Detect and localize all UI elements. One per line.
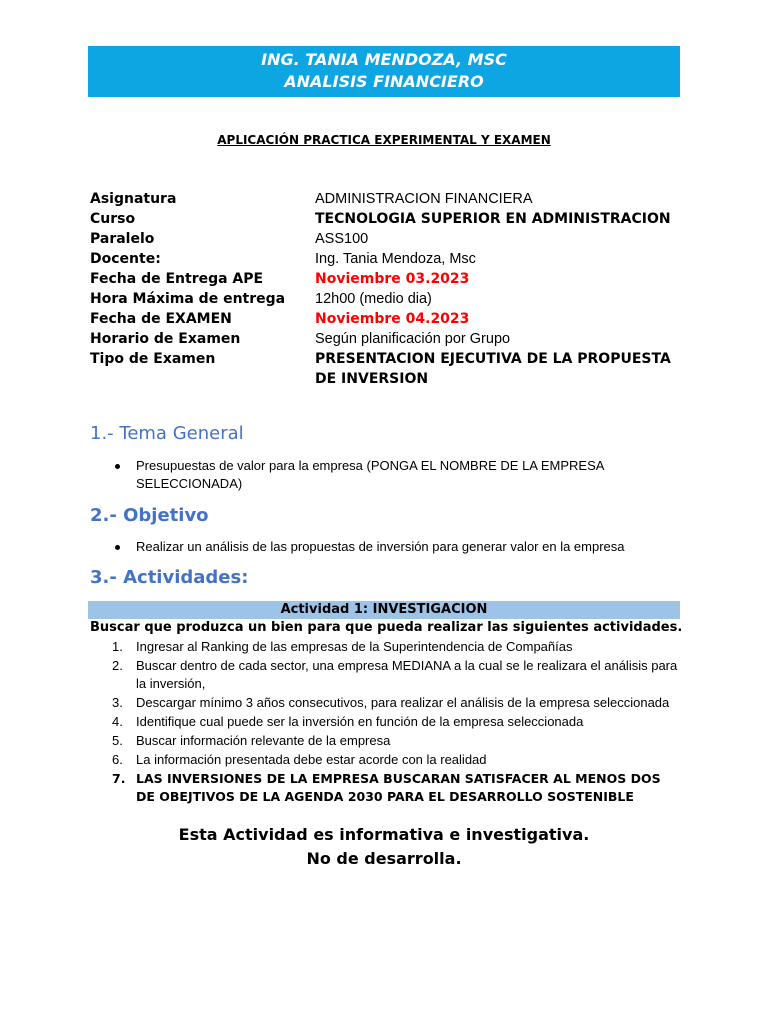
list-item-text: Presupuestas de valor para la empresa (PONGA EL NOMBRE DE LA EMPRESA SELECCIONADA) [136,458,604,491]
info-key: Tipo de Examen [90,351,216,367]
section-heading-actividades: 3.- Actividades: [90,567,249,588]
list-item [90,694,680,712]
list-item [90,638,680,656]
info-value: ASS100 [315,231,369,247]
list-item [90,732,680,750]
item-number: 3. [112,695,123,710]
info-value: PRESENTACION EJECUTIVA DE LA PROPUESTA DE INVERSION [315,351,671,387]
list-item-text: LAS INVERSIONES DE LA EMPRESA BUSCARAN SATISFACER AL MENOS DOS DE OBEJTIVOS DE LA AGENDA 2030 PARA EL DESARROLLO SOSTENIBLE [136,771,661,804]
section-heading-tema: 1.- Tema General [90,423,244,444]
list-item-text: La información presentada debe estar acorde con la realidad [136,752,487,767]
list-item [90,457,650,493]
item-number: 1. [112,639,123,654]
info-value: ADMINISTRACION FINANCIERA [315,191,533,207]
item-number: 2. [112,658,123,673]
info-row-fecha-examen [90,309,690,329]
bullet-icon [115,545,120,550]
info-key: Asignatura [90,191,177,207]
instructor-name: ING. TANIA MENDOZA, MSC [261,50,507,69]
info-row-curso [90,209,690,229]
course-name: ANALISIS FINANCIERO [284,72,484,91]
info-key: Hora Máxima de entrega [90,291,286,307]
closing-line-1: Esta Actividad es informativa e investigativa. [178,825,590,844]
info-table [90,189,690,389]
item-number: 7. [112,771,126,786]
info-row-paralelo [90,229,690,249]
objetivo-list [90,538,650,556]
info-key: Fecha de Entrega APE [90,271,264,287]
activity-title-bar: Actividad 1: INVESTIGACION [88,601,680,619]
info-value: Según planificación por Grupo [315,331,511,347]
info-value: Ing. Tania Mendoza, Msc [315,251,476,267]
list-item-text: Realizar un análisis de las propuestas de inversión para generar valor en la empresa [136,539,625,554]
list-item [90,751,680,769]
info-row-fecha-entrega [90,269,690,289]
list-item-text: Descargar mínimo 3 años consecutivos, para realizar el análisis de la empresa seleccionada [136,695,670,710]
list-item [90,713,680,731]
info-key: Paralelo [90,231,155,247]
section-heading-objetivo: 2.- Objetivo [90,505,209,526]
info-row-tipo-examen [90,349,690,389]
closing-line-2: No de desarrolla. [306,849,462,868]
info-key: Horario de Examen [90,331,241,347]
info-row-horario-examen [90,329,690,349]
list-item-text: Identifique cual puede ser la inversión en función de la empresa seleccionada [136,714,584,729]
document-subtitle: APLICACIÓN PRACTICA EXPERIMENTAL Y EXAMEN [217,133,551,147]
closing-note [0,823,768,871]
tema-list [90,457,650,493]
list-item-text: Buscar información relevante de la empresa [136,733,391,748]
list-item [90,657,680,693]
info-key: Fecha de EXAMEN [90,311,232,327]
info-key: Curso [90,211,136,227]
info-row-asignatura [90,189,690,209]
activity-list [90,638,680,807]
list-item [90,538,650,556]
list-item [90,770,680,806]
item-number: 4. [112,714,123,729]
info-row-docente [90,249,690,269]
info-row-hora-maxima [90,289,690,309]
item-number: 5. [112,733,123,748]
list-item-text: Ingresar al Ranking de las empresas de la Superintendencia de Compañías [136,639,573,654]
bullet-icon [115,464,120,469]
info-value: 12h00 (medio dia) [315,291,432,307]
item-number: 6. [112,752,123,767]
info-value: Noviembre 04.2023 [315,311,470,327]
info-value: Noviembre 03.2023 [315,271,470,287]
title-banner [88,46,680,97]
activity-intro: Buscar que produzca un bien para que pueda realizar las siguientes actividades. [90,620,683,635]
list-item-text: Buscar dentro de cada sector, una empresa MEDIANA a la cual se le realizara el análisis para la inversión, [136,658,678,691]
info-key: Docente: [90,251,161,267]
info-value: TECNOLOGIA SUPERIOR EN ADMINISTRACION [315,211,671,227]
